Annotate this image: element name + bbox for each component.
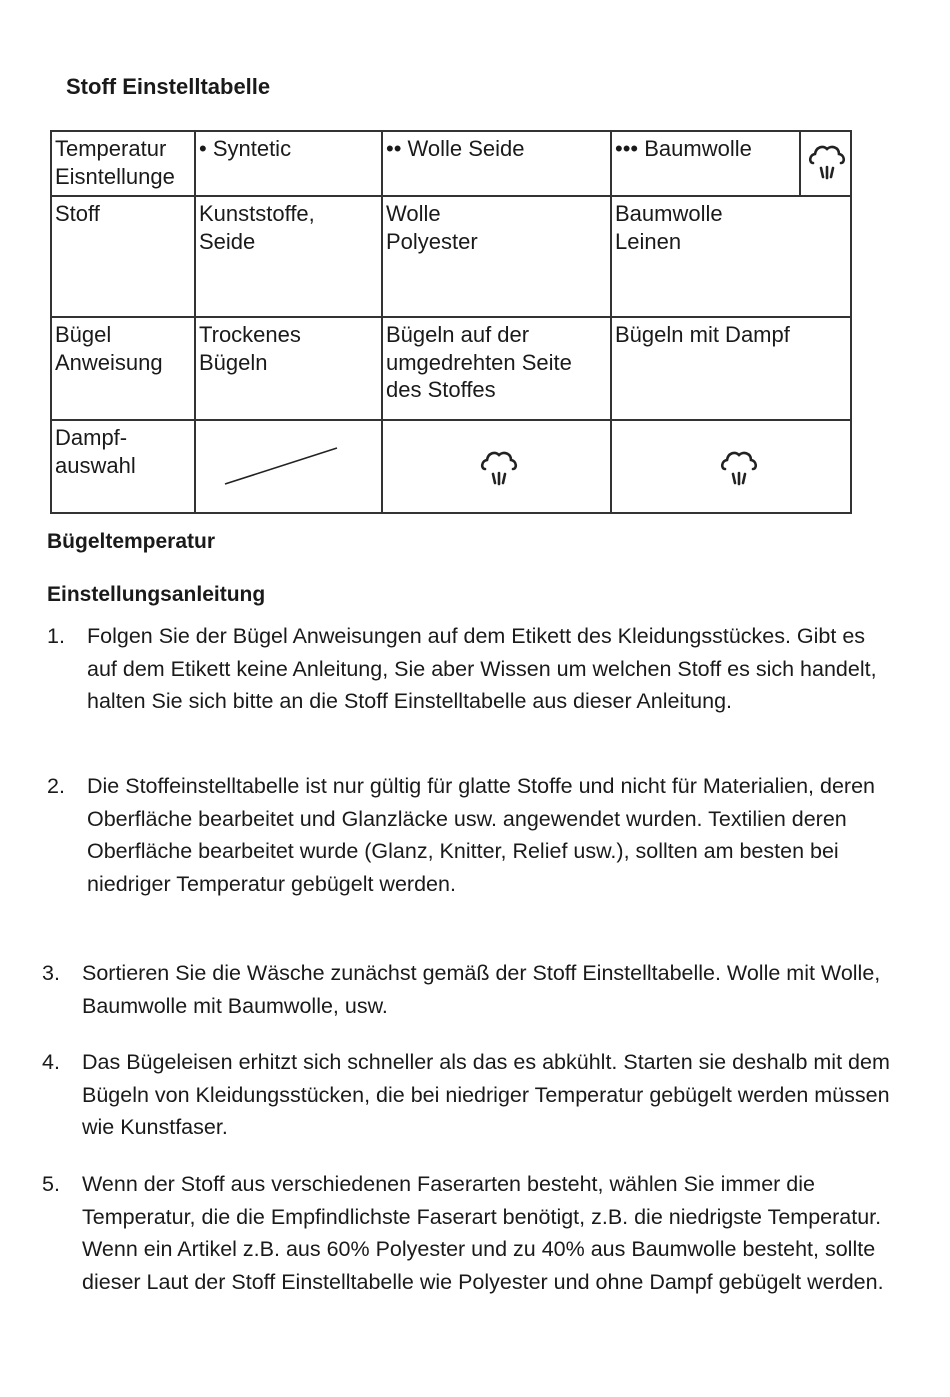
list-item-number: 3.: [42, 961, 60, 985]
list-item-number: 4.: [42, 1050, 60, 1074]
steam-icon: [720, 448, 758, 488]
section-heading-buegeltemperatur: Bügeltemperatur: [47, 530, 216, 553]
list-item-text: Folgen Sie der Bügel Anweisungen auf dem Etikett des Kleidungsstückes. Gibt es auf dem Etikett keine Anleitung, Sie aber Wissen um welchen Stoff es sich handelt, halten Sie sich bitte an die Stoff Einstelltabelle aus dieser Anleitung.: [87, 624, 877, 713]
row-label-stoff: Stoff: [55, 201, 100, 226]
list-item-text: Das Bügeleisen erhitzt sich schneller als das es abkühlt. Starten sie deshalb mit dem Bügeln von Kleidungsstücken, die bei niedriger Temperatur gebügelt werden müssen wie Kunstfaser.: [82, 1050, 890, 1139]
stoff-wolle-seide: Wolle Polyester: [386, 201, 478, 254]
anweisung-wolle-seide: Bügeln auf der umgedrehten Seite des Stoffes: [386, 322, 572, 402]
steam-icon: [808, 142, 846, 182]
list-item-number: 5.: [42, 1172, 60, 1196]
table-border-bottom: [50, 512, 852, 514]
row-label-dampfauswahl: Dampf- auswahl: [55, 425, 136, 478]
list-item-text: Die Stoffeinstelltabelle ist nur gültig für glatte Stoffe und nicht für Materialien, deren Oberfläche bearbeitet und Glanzläcke usw. angewendet wurden. Textilien deren Oberfläche bearbeitet wurde (Glanz, Knitter, Relief usw.), sollten am besten bei niedriger Temperatur gebügelt werden.: [87, 774, 875, 896]
table-border-right: [850, 130, 852, 514]
list-item-text: Sortieren Sie die Wäsche zunächst gemäß der Stoff Einstelltabelle. Wolle mit Wolle, Baumwolle mit Baumwolle, usw.: [82, 961, 881, 1018]
anweisung-syntetic: Trockenes Bügeln: [199, 322, 301, 375]
header-syntetic: • Syntetic: [199, 136, 292, 161]
page-title: Stoff Einstelltabelle: [66, 74, 271, 99]
header-wolle-seide: •• Wolle Seide: [386, 136, 525, 161]
list-item-number: 1.: [47, 624, 65, 648]
stoff-baumwolle: Baumwolle Leinen: [615, 201, 723, 254]
no-steam-line-icon: [220, 440, 342, 490]
table-col-divider: [799, 130, 801, 196]
header-label: Temperatur Eisntellunge: [55, 136, 175, 189]
list-item-text: Wenn der Stoff aus verschiedenen Faserarten besteht, wählen Sie immer die Temperatur, die die Empfindlichste Faserart benötigt, z.B. die niedrigste Temperatur. Wenn ein Artikel z.B. aus 60% Polyester und zu 40% aus Baumwolle besteht, sollte dieser Laut der Stoff Einstelltabelle wie Polyester und ohne Dampf gebügelt werden.: [82, 1172, 884, 1294]
steam-icon: [480, 448, 518, 488]
list-item-number: 2.: [47, 774, 65, 798]
row-label-buegel-anweisung: Bügel Anweisung: [55, 322, 163, 375]
fabric-settings-table: [50, 130, 852, 514]
header-baumwolle: ••• Baumwolle: [615, 136, 752, 161]
stoff-syntetic: Kunststoffe, Seide: [199, 201, 315, 254]
section-heading-einstellungsanleitung: Einstellungsanleitung: [47, 583, 266, 606]
anweisung-baumwolle: Bügeln mit Dampf: [615, 322, 790, 347]
